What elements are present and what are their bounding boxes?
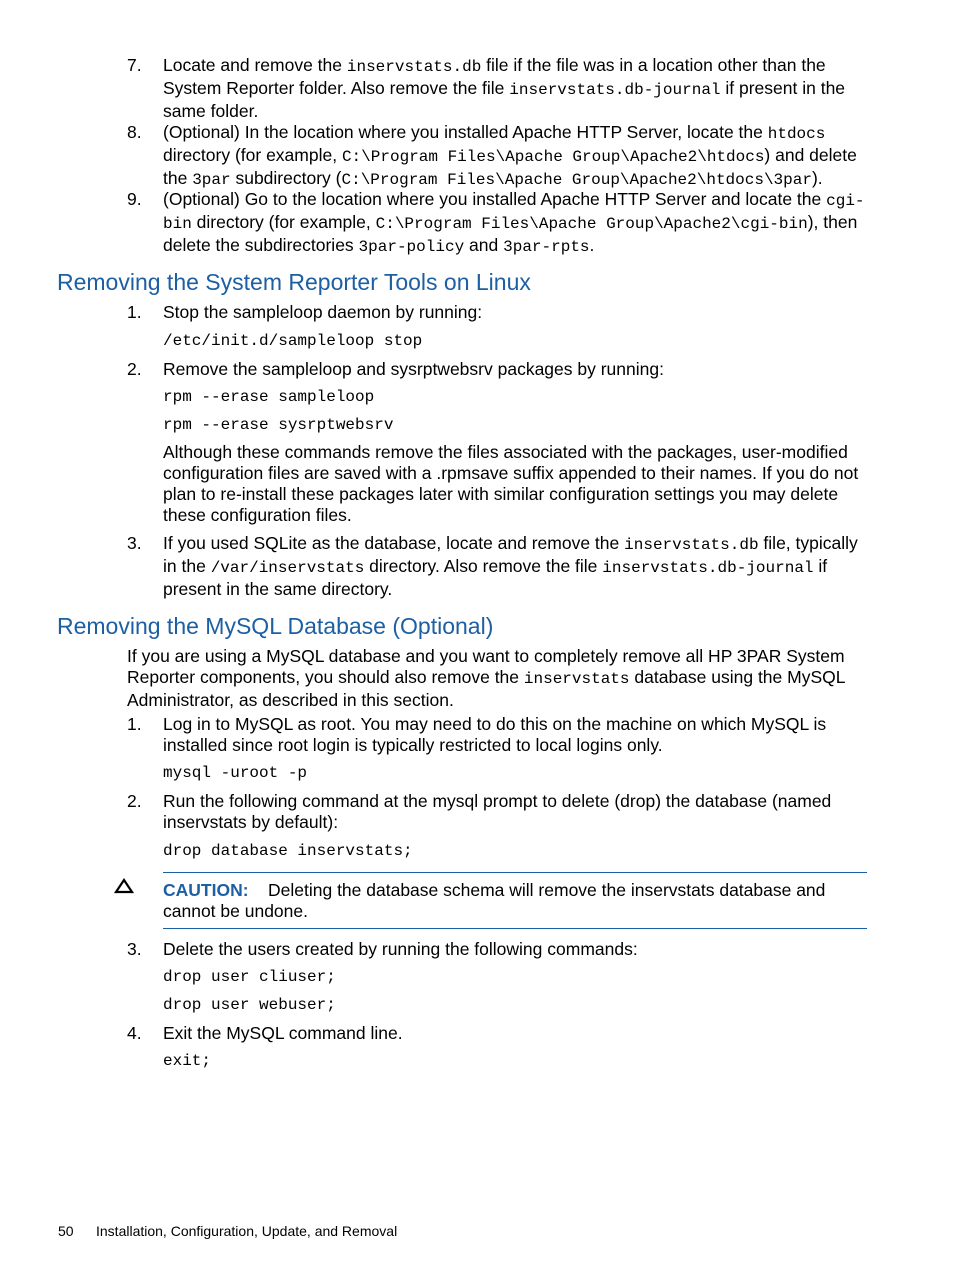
footer-title: Installation, Configuration, Update, and Removal <box>96 1223 398 1239</box>
step-number: 4. <box>127 1023 142 1043</box>
step-text: Log in to MySQL as root. You may need to do this on the machine on which MySQL is installed since root login is typically restricted to local logins only. <box>163 714 827 755</box>
step-number: 1. <box>127 714 142 734</box>
inline-code: 3par-rpts <box>503 238 590 256</box>
code-block: /etc/init.d/sampleloop stop <box>163 332 423 350</box>
inline-code: inservstats.db <box>346 58 482 76</box>
step-note: Although these commands remove the files associated with the packages, user-modified configuration files are saved with a .rpmsave suffix appended to their names. If you do not plan to re-install these packages later with similar configuration settings you may delete these configuration files. <box>163 442 859 525</box>
section-intro: If you are using a MySQL database and you want to completely remove all HP 3PAR System Reporter components, you should also remove the inservstats database using the MySQL Administrator, as described in this section. <box>127 646 845 710</box>
step-text: Run the following command at the mysql prompt to delete (drop) the database (named inservstats by default): <box>163 791 832 832</box>
step-text: Locate and remove the inservstats.db file if the file was in a location other than the System Reporter folder. Also remove the file inservstats.db-journal if present in the same folder. <box>163 55 846 121</box>
caution-note: CAUTION: Deleting the database schema will remove the inservstats database and cannot be undone. <box>163 880 826 921</box>
caution-bottom-rule <box>163 928 867 929</box>
step-text: Exit the MySQL command line. <box>163 1023 403 1043</box>
inline-code: inservstats <box>523 670 630 688</box>
code-block: drop user webuser; <box>163 996 336 1014</box>
inline-code: C:\Program Files\Apache Group\Apache2\htdocs\3par <box>341 171 812 189</box>
inline-code: cgi-bin <box>163 192 865 233</box>
step-number: 2. <box>127 359 142 379</box>
step-number: 9. <box>127 189 142 209</box>
inline-code: /var/inservstats <box>210 559 365 577</box>
step-text: Delete the users created by running the following commands: <box>163 939 638 959</box>
code-block: drop database inservstats; <box>163 842 413 860</box>
inline-code: 3par-policy <box>358 238 465 256</box>
code-block: exit; <box>163 1052 212 1070</box>
step-text: (Optional) Go to the location where you installed Apache HTTP Server and locate the cgi-bin directory (for example, C:\Program Files\Apache Group\Apache2\cgi-bin), then delete the subdirectories 3par-policy and 3par-rpts. <box>163 189 865 256</box>
inline-code: inservstats.db-journal <box>602 559 814 577</box>
warning-triangle-icon <box>114 878 134 894</box>
inline-code: htdocs <box>767 125 826 143</box>
step-text: Stop the sampleloop daemon by running: <box>163 302 483 322</box>
inline-code: inservstats.db-journal <box>509 81 721 99</box>
code-block: rpm --erase sysrptwebsrv <box>163 416 394 434</box>
step-number: 1. <box>127 302 142 322</box>
code-block: mysql -uroot -p <box>163 764 308 782</box>
step-number: 8. <box>127 122 142 142</box>
inline-code: C:\Program Files\Apache Group\Apache2\htdocs <box>341 148 765 166</box>
step-text: (Optional) In the location where you installed Apache HTTP Server, locate the htdocs directory (for example, C:\Program Files\Apache Group\Apache2\htdocs) and delete the 3par subdirectory (C:\Program Files\Apache Group\Apache2\htdocs\3par). <box>163 122 857 189</box>
section-heading-mysql: Removing the MySQL Database (Optional) <box>57 613 494 639</box>
page-number: 50 <box>58 1223 74 1239</box>
section-heading-linux: Removing the System Reporter Tools on Linux <box>57 269 531 295</box>
inline-code: inservstats.db <box>624 536 759 554</box>
step-text: If you used SQLite as the database, locate and remove the inservstats.db file, typically in the /var/inservstats directory. Also remove the file inservstats.db-journal if present in the same directory. <box>163 533 858 599</box>
inline-code: 3par <box>192 171 231 189</box>
step-number: 7. <box>127 55 142 75</box>
caution-top-rule <box>163 872 867 873</box>
code-block: rpm --erase sampleloop <box>163 388 375 406</box>
code-block: drop user cliuser; <box>163 968 336 986</box>
step-number: 3. <box>127 939 142 959</box>
inline-code: C:\Program Files\Apache Group\Apache2\cgi-bin <box>375 215 808 233</box>
caution-label: CAUTION: <box>163 880 249 900</box>
step-text: Remove the sampleloop and sysrptwebsrv packages by running: <box>163 359 664 379</box>
step-number: 2. <box>127 791 142 811</box>
step-number: 3. <box>127 533 142 553</box>
